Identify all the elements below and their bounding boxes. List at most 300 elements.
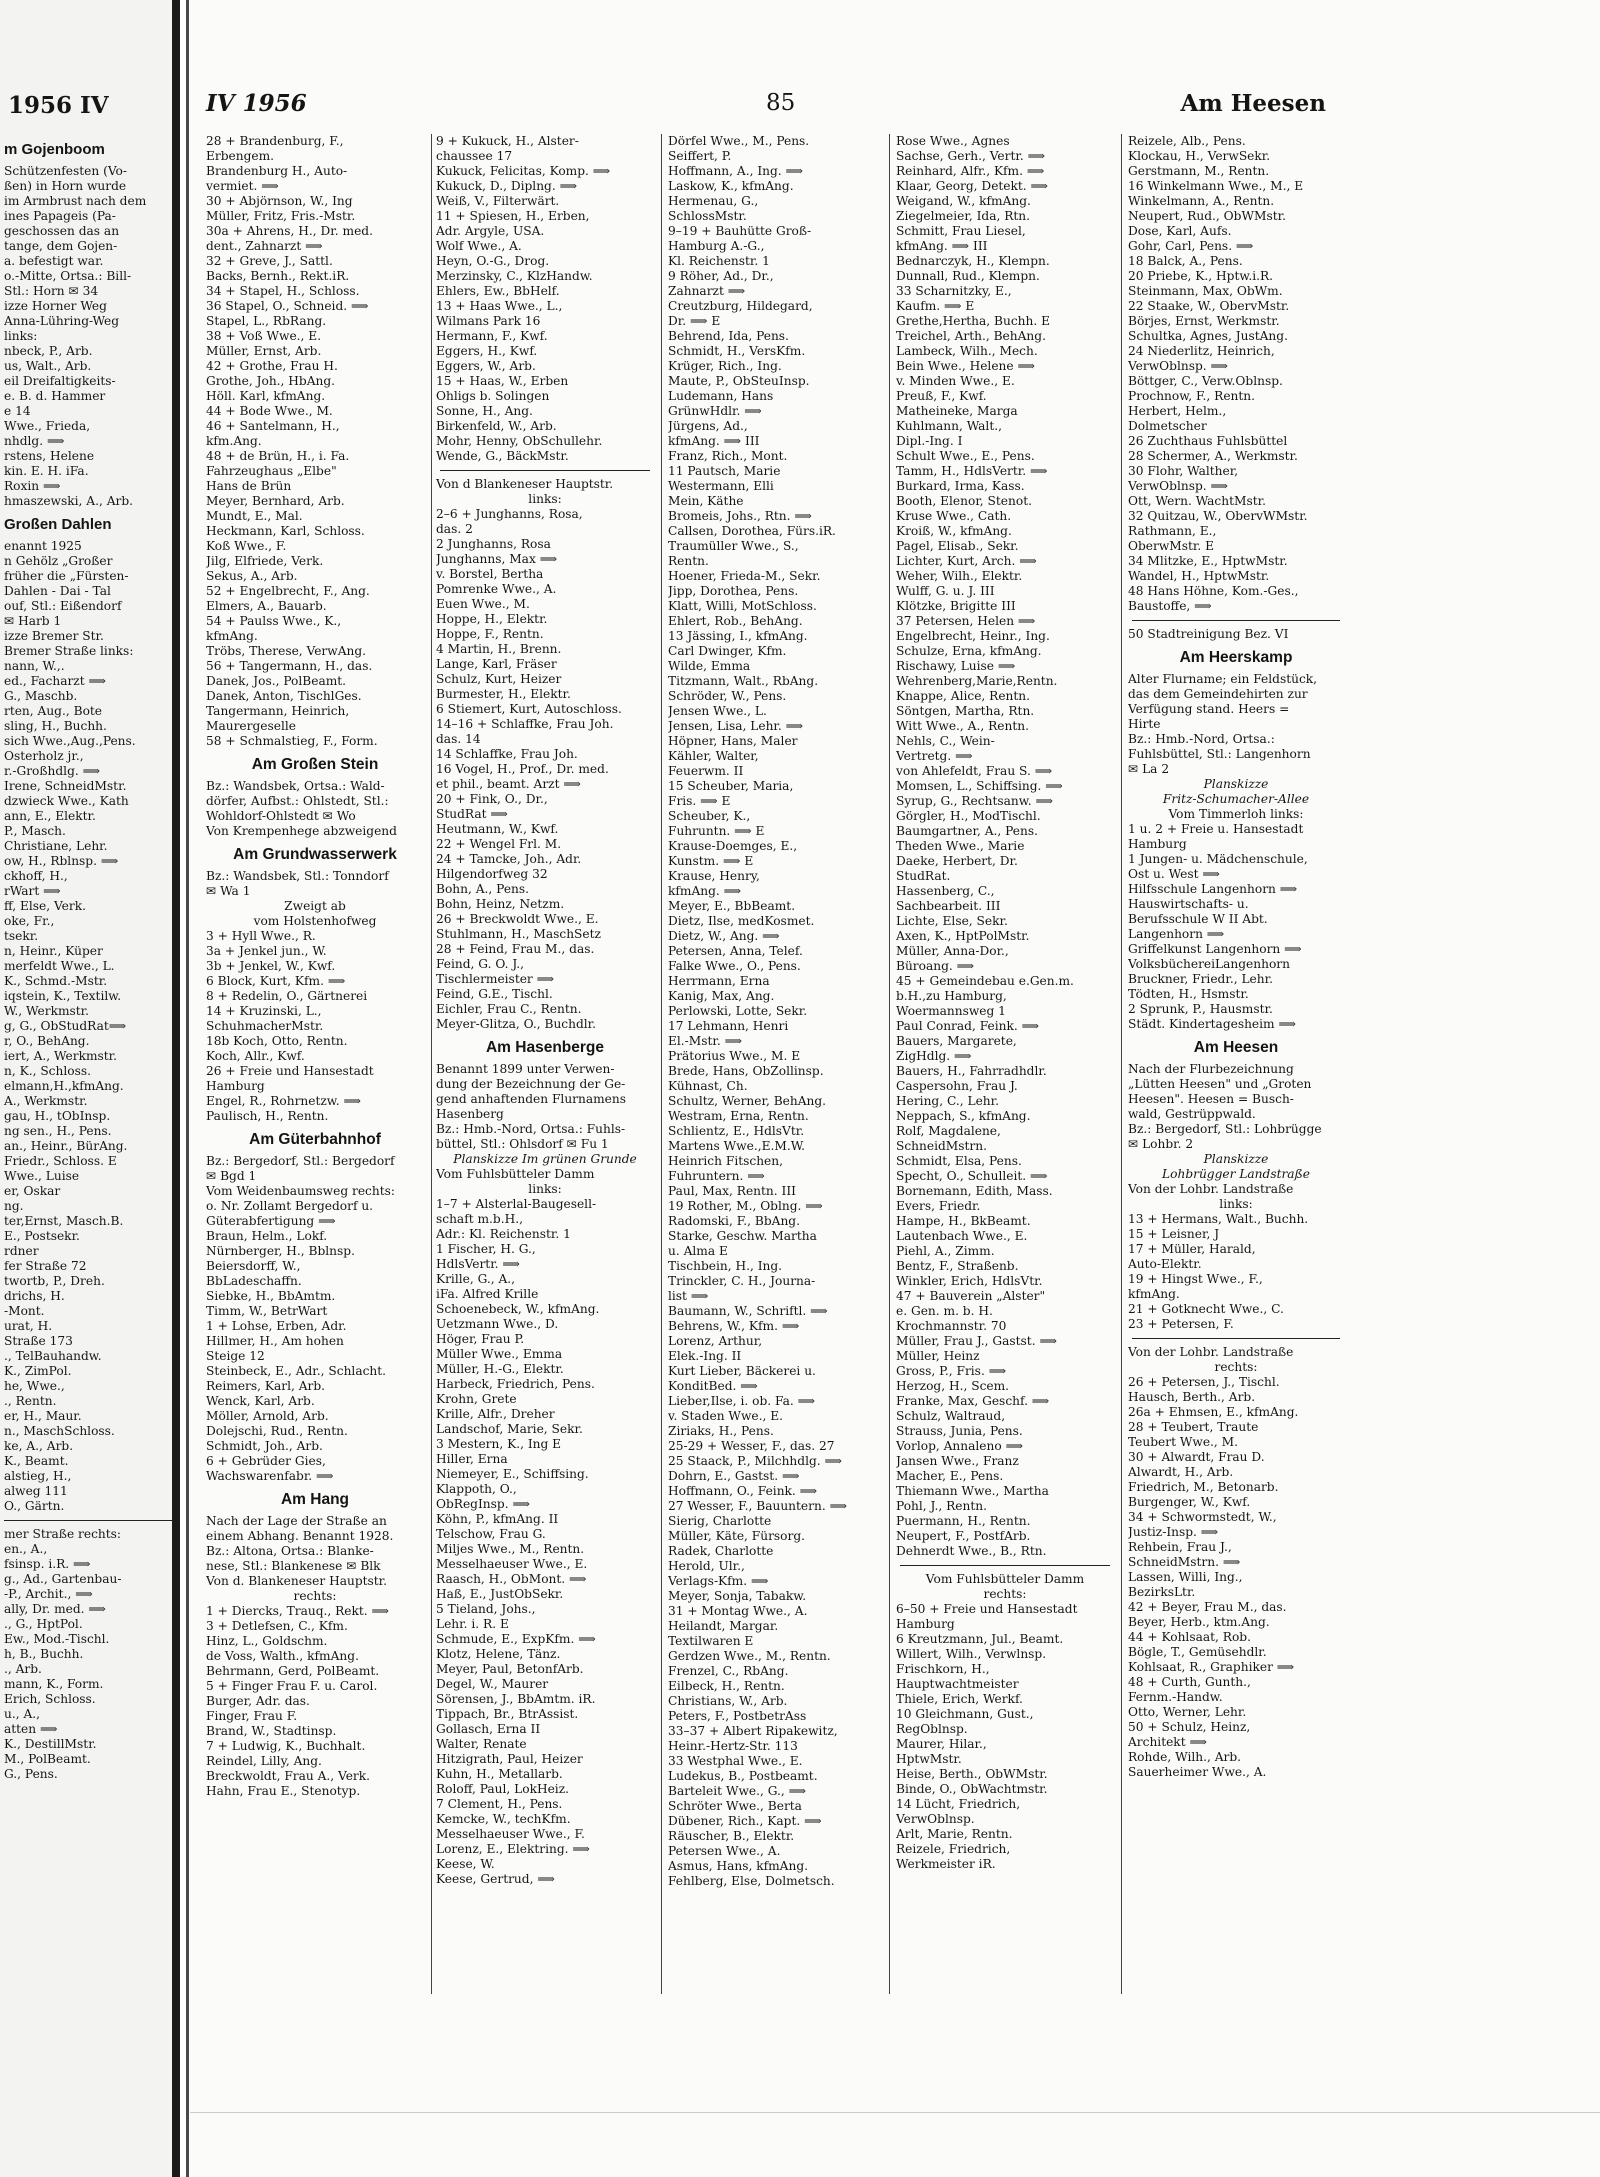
directory-entry: Vom Fuhlsbütteler Damm bbox=[436, 1167, 595, 1181]
directory-entry: Justiz-Insp. ⟹ bbox=[1128, 1525, 1219, 1539]
directory-entry: P., Masch. bbox=[4, 824, 66, 838]
directory-entry: Trinckler, C. H., Journa- bbox=[668, 1274, 816, 1288]
directory-entry: ✉ La 2 bbox=[1128, 762, 1170, 776]
directory-entry: ally, Dr. med. ⟹ bbox=[4, 1602, 106, 1616]
directory-entry: Witt Wwe., A., Rentn. bbox=[896, 719, 1029, 733]
directory-entry: 1 u. 2 + Freie u. Hansestadt bbox=[1128, 822, 1304, 836]
directory-column-5 bbox=[1128, 134, 1344, 1994]
street-heading: Am Heesen bbox=[1193, 1039, 1279, 1056]
directory-entry: W., Werkmstr. bbox=[4, 1004, 90, 1018]
directory-entry: HdlsVertr. ⟹ bbox=[436, 1257, 520, 1271]
directory-entry: Dolmetscher bbox=[1128, 419, 1207, 433]
directory-entry: 14–16 + Schlaffke, Frau Joh. bbox=[436, 717, 614, 731]
directory-entry: Heutmann, W., Kwf. bbox=[436, 822, 559, 836]
directory-entry: Schmude, E., ExpKfm. ⟹ bbox=[436, 1632, 596, 1646]
directory-entry: Westermann, Elli bbox=[668, 479, 774, 493]
directory-entry: Dohrn, E., Gastst. ⟹ bbox=[668, 1469, 800, 1483]
directory-entry: Heilandt, Margar. bbox=[668, 1619, 779, 1633]
directory-entry: ff, Else, Verk. bbox=[4, 899, 86, 913]
directory-entry: G., Pens. bbox=[4, 1767, 58, 1781]
directory-entry: M., PolBeamt. bbox=[4, 1752, 91, 1766]
directory-entry: Rose Wwe., Agnes bbox=[896, 134, 1010, 148]
directory-entry: 5 Tieland, Johs., bbox=[436, 1602, 536, 1616]
directory-entry: Werkmeister iR. bbox=[896, 1857, 996, 1871]
directory-entry: Siebke, H., BbAmtm. bbox=[206, 1289, 336, 1303]
directory-entry: an., Heinr., BürAng. bbox=[4, 1139, 128, 1153]
directory-entry: 6 + Gebrüder Gies, bbox=[206, 1454, 326, 1468]
directory-entry: Hahn, Frau E., Stenotyp. bbox=[206, 1784, 361, 1798]
directory-entry: ke, A., Arb. bbox=[4, 1439, 74, 1453]
directory-entry: Rehbein, Frau J., bbox=[1128, 1540, 1232, 1554]
directory-entry: n Gehölz „Großer bbox=[4, 554, 113, 568]
directory-entry: Landschof, Marie, Sekr. bbox=[436, 1422, 583, 1436]
directory-entry: 47 + Bauverein „Alster" bbox=[896, 1289, 1046, 1303]
directory-entry: -P., Archit., ⟹ bbox=[4, 1587, 93, 1601]
directory-entry: 30 Flohr, Walther, bbox=[1128, 464, 1239, 478]
directory-entry: o.-Mitte, Ortsa.: Bill- bbox=[4, 269, 132, 283]
directory-entry: Gohr, Carl, Pens. ⟹ bbox=[1128, 239, 1254, 253]
directory-entry: Engel, R., Rohrnetzw. ⟹ bbox=[206, 1094, 361, 1108]
street-heading: Großen Dahlen bbox=[4, 516, 112, 533]
directory-entry: Osterholz jr., bbox=[4, 749, 84, 763]
directory-entry: Franz, Rich., Mont. bbox=[668, 449, 788, 463]
direction-note: vom Holstenhofweg bbox=[253, 914, 377, 928]
directory-entry: Neupert, F., PostfArb. bbox=[896, 1529, 1031, 1543]
plan-note: Planskizze bbox=[1203, 777, 1269, 791]
directory-entry: 13 + Hermans, Walt., Buchh. bbox=[1128, 1212, 1309, 1226]
directory-entry: Woermannsweg 1 bbox=[896, 1004, 1006, 1018]
directory-entry: 22 + Wengel Frl. M. bbox=[436, 837, 562, 851]
directory-entry: 26 + Breckwoldt Wwe., E. bbox=[436, 912, 599, 926]
directory-entry: 4 Martin, H., Brenn. bbox=[436, 642, 562, 656]
directory-entry: Baumann, W., Schriftl. ⟹ bbox=[668, 1304, 828, 1318]
directory-entry: Bohn, A., Pens. bbox=[436, 882, 530, 896]
directory-entry: Fernm.-Handw. bbox=[1128, 1690, 1223, 1704]
directory-entry: Heesen". Heesen = Busch- bbox=[1128, 1092, 1294, 1106]
directory-entry: Schmitt, Frau Liesel, bbox=[896, 224, 1026, 238]
directory-entry: ., Arb. bbox=[4, 1662, 42, 1676]
directory-entry: hmaszewski, A., Arb. bbox=[4, 494, 134, 508]
directory-entry: elmann,H.,kfmAng. bbox=[4, 1079, 124, 1093]
directory-entry: Dr. ⟹ E bbox=[668, 314, 721, 328]
directory-entry: nann, W.,. bbox=[4, 659, 65, 673]
directory-entry: fsinsp. i.R. ⟹ bbox=[4, 1557, 91, 1571]
direction-note: rechts: bbox=[293, 1589, 337, 1603]
directory-entry: 22 Staake, W., ObervMstr. bbox=[1128, 299, 1290, 313]
directory-entry: Bromeis, Johs., Rtn. ⟹ bbox=[668, 509, 812, 523]
directory-entry: Dipl.-Ing. I bbox=[896, 434, 963, 448]
directory-entry: Baustoffe, ⟹ bbox=[1128, 599, 1212, 613]
directory-entry: ßen) in Horn wurde bbox=[4, 179, 127, 193]
directory-entry: Arlt, Marie, Rentn. bbox=[896, 1827, 1013, 1841]
directory-entry: Schmidt, Elsa, Pens. bbox=[896, 1154, 1022, 1168]
directory-entry: rdner bbox=[4, 1244, 39, 1258]
direction-note: rechts: bbox=[1214, 1360, 1258, 1374]
directory-entry: Peters, F., PostbetrAss bbox=[668, 1709, 807, 1723]
directory-entry: Christiane, Lehr. bbox=[4, 839, 108, 853]
directory-entry: Westram, Erna, Rentn. bbox=[668, 1109, 809, 1123]
street-heading: Am Großen Stein bbox=[251, 756, 379, 773]
directory-entry: geschossen das an bbox=[4, 224, 120, 238]
directory-entry: Birkenfeld, W., Arb. bbox=[436, 419, 557, 433]
directory-entry: 26a + Ehmsen, E., kfmAng. bbox=[1128, 1405, 1299, 1419]
directory-entry: Traumüller Wwe., S., bbox=[668, 539, 799, 553]
directory-entry: ✉ Bgd 1 bbox=[206, 1169, 257, 1183]
directory-entry: ow, H., Rblnsp. ⟹ bbox=[4, 854, 119, 868]
directory-entry: Junghanns, Max ⟹ bbox=[436, 552, 558, 566]
directory-entry: Ziriaks, H., Pens. bbox=[668, 1424, 774, 1438]
direction-note: Zweigt ab bbox=[284, 899, 346, 913]
directory-entry: dent., Zahnarzt ⟹ bbox=[206, 239, 323, 253]
directory-entry: Dietz, Ilse, medKosmet. bbox=[668, 914, 815, 928]
directory-entry: Piehl, A., Zimm. bbox=[896, 1244, 995, 1258]
directory-entry: Ehlers, Ew., BbHelf. bbox=[436, 284, 560, 298]
directory-entry: Ehlert, Rob., BehAng. bbox=[668, 614, 803, 628]
directory-entry: SchlossMstr. bbox=[668, 209, 747, 223]
directory-entry: 7 Clement, H., Pens. bbox=[436, 1797, 563, 1811]
directory-entry: ter,Ernst, Masch.B. bbox=[4, 1214, 124, 1228]
directory-entry: 32 + Greve, J., Sattl. bbox=[206, 254, 333, 268]
directory-entry: Sekus, A., Arb. bbox=[206, 569, 298, 583]
directory-entry: rten, Aug., Bote bbox=[4, 704, 103, 718]
directory-entry: Eilbeck, H., Rentn. bbox=[668, 1679, 785, 1693]
directory-entry: Von Krempenhege abzweigend bbox=[206, 824, 397, 838]
directory-entry: Winkelmann, A., Rentn. bbox=[1128, 194, 1275, 208]
directory-entry: Frischkorn, H., bbox=[896, 1662, 990, 1676]
directory-entry: SchuhmacherMstr. bbox=[206, 1019, 324, 1033]
directory-entry: Falke Wwe., O., Pens. bbox=[668, 959, 801, 973]
directory-entry: Lassen, Willi, Ing., bbox=[1128, 1570, 1243, 1584]
directory-entry: Herbert, Helm., bbox=[1128, 404, 1227, 418]
directory-entry: Kuhn, H., Metallarb. bbox=[436, 1767, 563, 1781]
directory-entry: Thiele, Erich, Werkf. bbox=[896, 1692, 1023, 1706]
directory-entry: Hoffmann, A., Ing. ⟹ bbox=[668, 164, 804, 178]
directory-entry: Rohde, Wilh., Arb. bbox=[1128, 1750, 1242, 1764]
directory-entry: SchneidMstrn. ⟹ bbox=[1128, 1555, 1241, 1569]
directory-entry: Winkler, Erich, HdlsVtr. bbox=[896, 1274, 1043, 1288]
directory-entry: Vertretg. ⟹ bbox=[896, 749, 973, 763]
directory-entry: Wende, G., BäckMstr. bbox=[436, 449, 569, 463]
directory-entry: Carl Dwinger, Kfm. bbox=[668, 644, 787, 658]
directory-entry: Mein, Käthe bbox=[668, 494, 744, 508]
directory-entry: 1–7 + Alsterlal-Baugesell- bbox=[436, 1197, 597, 1211]
directory-entry: Hoener, Frieda-M., Sekr. bbox=[668, 569, 821, 583]
directory-entry: sich Wwe.,Aug.,Pens. bbox=[4, 734, 136, 748]
directory-entry: das dem Gemeindehirten zur bbox=[1128, 687, 1308, 701]
directory-entry: nese, Stl.: Blankenese ✉ Blk bbox=[206, 1559, 381, 1573]
directory-entry: Momsen, L., Schiffsing. ⟹ bbox=[896, 779, 1063, 793]
directory-entry: 18 Balck, A., Pens. bbox=[1128, 254, 1243, 268]
directory-entry: u., A., bbox=[4, 1707, 41, 1721]
directory-entry: Niemeyer, E., Schiffsing. bbox=[436, 1467, 589, 1481]
directory-entry: 33 Scharnitzky, E., bbox=[896, 284, 1012, 298]
directory-entry: Steinbeck, E., Adr., Schlacht. bbox=[206, 1364, 387, 1378]
directory-entry: Müller Wwe., Emma bbox=[436, 1347, 563, 1361]
directory-entry: Börjes, Ernst, Werkmstr. bbox=[1128, 314, 1280, 328]
directory-entry: Titzmann, Walt., RbAng. bbox=[668, 674, 819, 688]
directory-entry: Hilfsschule Langenhorn ⟹ bbox=[1128, 882, 1298, 896]
directory-entry: eil Dreifaltigkeits- bbox=[4, 374, 116, 388]
directory-entry: Kohlsaat, R., Graphiker ⟹ bbox=[1128, 1660, 1295, 1674]
directory-entry: Dolejschi, Rud., Rentn. bbox=[206, 1424, 348, 1438]
street-heading: Am Hang bbox=[280, 1491, 350, 1508]
directory-entry: Radek, Charlotte bbox=[668, 1544, 774, 1558]
directory-entry: 50 Stadtreinigung Bez. VI bbox=[1128, 627, 1289, 641]
previous-page-strip bbox=[0, 0, 178, 2177]
directory-entry: 16 Winkelmann Wwe., M., E bbox=[1128, 179, 1304, 193]
directory-entry: VolksbüchereiLangenhorn bbox=[1128, 957, 1290, 971]
directory-entry: Bz.: Hmb.-Nord, Ortsa.: bbox=[1128, 732, 1275, 746]
directory-entry: tsekr. bbox=[4, 929, 39, 943]
directory-entry: büttel, Stl.: Ohlsdorf ✉ Fu 1 bbox=[436, 1137, 609, 1151]
directory-entry: links: bbox=[4, 329, 38, 343]
directory-entry: 45 + Gemeindebau e.Gen.m. bbox=[896, 974, 1074, 988]
directory-entry: HptwMstr. bbox=[896, 1752, 962, 1766]
directory-entry: Booth, Elenor, Stenot. bbox=[896, 494, 1032, 508]
directory-entry: Hasenberg bbox=[436, 1107, 504, 1121]
directory-entry: Köhn, P., kfmAng. II bbox=[436, 1512, 559, 1526]
directory-entry: Vom Weidenbaumsweg rechts: bbox=[206, 1184, 395, 1198]
section-divider bbox=[1132, 1338, 1340, 1339]
directory-entry: Berufsschule W II Abt. bbox=[1128, 912, 1268, 926]
directory-entry: 9–19 + Bauhütte Groß- bbox=[668, 224, 812, 238]
page-bottom-edge bbox=[190, 2112, 1600, 2113]
directory-entry: Hans de Brün bbox=[206, 479, 292, 493]
directory-entry: Teubert Wwe., M. bbox=[1128, 1435, 1239, 1449]
directory-entry: v. Minden Wwe., E. bbox=[896, 374, 1015, 388]
directory-entry: Hirte bbox=[1128, 717, 1161, 731]
directory-entry: n., MaschSchloss. bbox=[4, 1424, 115, 1438]
directory-entry: Alwardt, H., Arb. bbox=[1128, 1465, 1234, 1479]
directory-entry: 50 + Schulz, Heinz, bbox=[1128, 1720, 1251, 1734]
directory-entry: 11 Pautsch, Marie bbox=[668, 464, 781, 478]
directory-entry: K., DestillMstr. bbox=[4, 1737, 97, 1751]
directory-entry: 3b + Jenkel, W., Kwf. bbox=[206, 959, 336, 973]
directory-entry: Preuß, F., Kwf. bbox=[896, 389, 987, 403]
directory-entry: Architekt ⟹ bbox=[1128, 1735, 1207, 1749]
directory-entry: Kunstm. ⟹ E bbox=[668, 854, 754, 868]
section-divider bbox=[1132, 620, 1340, 621]
directory-entry: Reizele, Friedrich, bbox=[896, 1842, 1011, 1856]
directory-entry: Bohn, Heinz, Netzm. bbox=[436, 897, 565, 911]
directory-entry: Dietz, W., Ang. ⟹ bbox=[668, 929, 780, 943]
directory-entry: Meyer-Glitza, O., Buchdlr. bbox=[436, 1017, 597, 1031]
street-heading: m Gojenboom bbox=[4, 141, 105, 158]
directory-entry: Nürnberger, H., Bblnsp. bbox=[206, 1244, 355, 1258]
directory-entry: 15 + Leisner, J bbox=[1128, 1227, 1220, 1241]
directory-entry: Kukuck, D., Diplng. ⟹ bbox=[436, 179, 578, 193]
directory-entry: Hering, C., Lehr. bbox=[896, 1094, 999, 1108]
directory-entry: GrünwHdlr. ⟹ bbox=[668, 404, 762, 418]
directory-entry: Fehlberg, Else, Dolmetsch. bbox=[668, 1874, 835, 1888]
directory-entry: Benannt 1899 unter Verwen- bbox=[436, 1062, 615, 1076]
directory-entry: Hamburg bbox=[206, 1079, 265, 1093]
plan-note: Lohbrügger Landstraße bbox=[1162, 1167, 1310, 1181]
directory-column-1 bbox=[206, 134, 424, 1994]
directory-entry: Tippach, Br., BtrAssist. bbox=[436, 1707, 579, 1721]
directory-entry: K., ZimPol. bbox=[4, 1364, 72, 1378]
directory-entry: 19 + Hingst Wwe., F., bbox=[1128, 1272, 1263, 1286]
directory-entry: 30 + Alwardt, Frau D. bbox=[1128, 1450, 1265, 1464]
directory-entry: Müller, H.-G., Elektr. bbox=[436, 1362, 564, 1376]
directory-entry: kfmAng. bbox=[1128, 1287, 1180, 1301]
directory-entry: Bz.: Altona, Ortsa.: Blanke- bbox=[206, 1544, 374, 1558]
directory-entry: Martens Wwe.,E.M.W. bbox=[668, 1139, 805, 1153]
directory-entry: Görgler, H., ModTischl. bbox=[896, 809, 1041, 823]
directory-entry: alweg 111 bbox=[4, 1484, 68, 1498]
street-heading: Am Hasenberge bbox=[485, 1039, 604, 1056]
directory-entry: Meyer, Paul, BetonfArb. bbox=[436, 1662, 584, 1676]
directory-entry: Christians, W., Arb. bbox=[668, 1694, 788, 1708]
directory-entry: Bz.: Bergedorf, Stl.: Lohbrügge bbox=[1128, 1122, 1322, 1136]
directory-entry: 26 + Petersen, J., Tischl. bbox=[1128, 1375, 1280, 1389]
directory-entry: Timm, W., BetrWart bbox=[206, 1304, 328, 1318]
directory-entry: Hinz, L., Goldschm. bbox=[206, 1634, 328, 1648]
directory-entry: Roloff, Paul, LokHeiz. bbox=[436, 1782, 569, 1796]
directory-entry: Sonne, H., Ang. bbox=[436, 404, 533, 418]
directory-entry: StudRat. bbox=[896, 869, 951, 883]
directory-entry: Heise, Berth., ObWMstr. bbox=[896, 1767, 1048, 1781]
directory-entry: 28 + Feind, Frau M., das. bbox=[436, 942, 595, 956]
directory-entry: gend anhaftenden Flurnamens bbox=[436, 1092, 626, 1106]
directory-entry: Jansen Wwe., Franz bbox=[896, 1454, 1019, 1468]
directory-entry: 56 + Tangermann, H., das. bbox=[206, 659, 373, 673]
directory-entry: 14 Lücht, Friedrich, bbox=[896, 1797, 1021, 1811]
directory-entry: 42 + Beyer, Frau M., das. bbox=[1128, 1600, 1287, 1614]
directory-entry: BbLadeschaffn. bbox=[206, 1274, 302, 1288]
plan-note: Planskizze Im grünen Grunde bbox=[453, 1152, 637, 1166]
directory-entry: dzwieck Wwe., Kath bbox=[4, 794, 129, 808]
directory-entry: Jensen Wwe., L. bbox=[668, 704, 767, 718]
direction-note: Vom Fuhlsbütteler Damm bbox=[925, 1572, 1085, 1586]
directory-entry: Evers, Friedr. bbox=[896, 1199, 981, 1213]
directory-entry: Messelhaeuser Wwe., E. bbox=[436, 1557, 588, 1571]
directory-entry: Schröder, W., Pens. bbox=[668, 689, 787, 703]
directory-entry: 23 + Petersen, F. bbox=[1128, 1317, 1234, 1331]
directory-entry: Daeke, Herbert, Dr. bbox=[896, 854, 1018, 868]
directory-entry: Miljes Wwe., M., Rentn. bbox=[436, 1542, 585, 1556]
directory-entry: Schützenfesten (Vo- bbox=[4, 164, 127, 178]
directory-entry: A., Werkmstr. bbox=[4, 1094, 88, 1108]
directory-entry: b.H.,zu Hamburg, bbox=[896, 989, 1007, 1003]
directory-entry: Behrmann, Gerd, PolBeamt. bbox=[206, 1664, 380, 1678]
directory-entry: K., Schmd.-Mstr. bbox=[4, 974, 108, 988]
directory-entry: Bz.: Wandsbek, Stl.: Tonndorf bbox=[206, 869, 389, 883]
directory-column-3 bbox=[668, 134, 882, 1994]
directory-entry: E., Postsekr. bbox=[4, 1229, 80, 1243]
directory-entry: Theden Wwe., Marie bbox=[896, 839, 1025, 853]
directory-entry: Straße 173 bbox=[4, 1334, 73, 1348]
directory-entry: Merzinsky, C., KlzHandw. bbox=[436, 269, 593, 283]
directory-entry: Feuerwm. II bbox=[668, 764, 744, 778]
directory-entry: Heinrich Fitschen, bbox=[668, 1154, 783, 1168]
directory-entry: Wohldorf-Ohlstedt ✉ Wo bbox=[206, 809, 356, 823]
directory-entry: Specht, O., Schulleit. ⟹ bbox=[896, 1169, 1048, 1183]
directory-entry: Koch, Allr., Kwf. bbox=[206, 1049, 305, 1063]
directory-entry: Burger, Adr. das. bbox=[206, 1694, 310, 1708]
directory-entry: Städt. Kindertagesheim ⟹ bbox=[1128, 1017, 1296, 1031]
directory-entry: Schmidt, Joh., Arb. bbox=[206, 1439, 323, 1453]
directory-entry: Maurer, Hilar., bbox=[896, 1737, 987, 1751]
directory-entry: Keese, Gertrud, ⟹ bbox=[436, 1872, 555, 1886]
page-gutter-line bbox=[186, 0, 189, 2177]
directory-entry: 11 + Spiesen, H., Erben, bbox=[436, 209, 590, 223]
directory-entry: Gollasch, Erna II bbox=[436, 1722, 541, 1736]
directory-entry: Ludekus, B., Postbeamt. bbox=[668, 1769, 818, 1783]
directory-entry: Lange, Karl, Fräser bbox=[436, 657, 557, 671]
directory-entry: Heyn, O.-G., Drog. bbox=[436, 254, 550, 268]
directory-entry: Feind, G.E., Tischl. bbox=[436, 987, 553, 1001]
directory-entry: Hoppe, H., Elektr. bbox=[436, 612, 548, 626]
directory-entry: chaussee 17 bbox=[436, 149, 513, 163]
directory-entry: im Armbrust nach dem bbox=[4, 194, 147, 208]
directory-entry: Feind, G. O. J., bbox=[436, 957, 525, 971]
section-divider bbox=[440, 470, 650, 471]
directory-entry: Irene, SchneidMstr. bbox=[4, 779, 127, 793]
directory-entry: kfmAng. ⟹ III bbox=[668, 434, 760, 448]
directory-entry: 36 Stapel, O., Schneid. ⟹ bbox=[206, 299, 369, 313]
directory-entry: Eggers, H., Kwf. bbox=[436, 344, 538, 358]
directory-entry: 17 + Müller, Harald, bbox=[1128, 1242, 1256, 1256]
directory-entry: früher die „Fürsten- bbox=[4, 569, 129, 583]
directory-entry: Weiß, V., Filterwärt. bbox=[436, 194, 560, 208]
directory-entry: Reinhard, Alfr., Kfm. ⟹ bbox=[896, 164, 1045, 178]
directory-entry: Paulisch, H., Rentn. bbox=[206, 1109, 329, 1123]
directory-entry: Macher, E., Pens. bbox=[896, 1469, 1004, 1483]
directory-entry: Wandel, H., HptwMstr. bbox=[1128, 569, 1270, 583]
directory-entry: Bentz, F., Straßenb. bbox=[896, 1259, 1019, 1273]
directory-entry: 2 Junghanns, Rosa bbox=[436, 537, 551, 551]
directory-entry: Fuhlsbüttel, Stl.: Langenhorn bbox=[1128, 747, 1311, 761]
directory-entry: Treichel, Arth., BehAng. bbox=[896, 329, 1046, 343]
directory-entry: mann, K., Form. bbox=[4, 1677, 104, 1691]
directory-entry: ann, E., Elektr. bbox=[4, 809, 96, 823]
directory-entry: Hassenberg, C., bbox=[896, 884, 995, 898]
directory-entry: Hamburg bbox=[896, 1617, 955, 1631]
directory-entry: Langenhorn ⟹ bbox=[1128, 927, 1225, 941]
directory-entry: kfmAng. bbox=[206, 629, 258, 643]
directory-entry: Reimers, Karl, Arb. bbox=[206, 1379, 326, 1393]
directory-entry: Lieber,Ilse, i. ob. Fa. ⟹ bbox=[668, 1394, 816, 1408]
directory-entry: Müller, Ernst, Arb. bbox=[206, 344, 322, 358]
directory-entry: Knappe, Alice, Rentn. bbox=[896, 689, 1031, 703]
directory-entry: Prochnow, F., Rentn. bbox=[1128, 389, 1255, 403]
directory-entry: 2–6 + Junghanns, Rosa, bbox=[436, 507, 583, 521]
directory-entry: Nach der Flurbezeichnung bbox=[1128, 1062, 1294, 1076]
directory-entry: Mohr, Henny, ObSchullehr. bbox=[436, 434, 603, 448]
directory-entry: 18b Koch, Otto, Rentn. bbox=[206, 1034, 348, 1048]
directory-entry: 3a + Jenkel jun., W. bbox=[206, 944, 327, 958]
directory-entry: Jilg, Elfriede, Verk. bbox=[206, 554, 324, 568]
directory-entry: Wilde, Emma bbox=[668, 659, 751, 673]
directory-entry: ed., Facharzt ⟹ bbox=[4, 674, 106, 688]
directory-entry: Herold, Ulr., bbox=[668, 1559, 745, 1573]
directory-entry: Dunnall, Rud., Klempn. bbox=[896, 269, 1040, 283]
directory-entry: 3 Mestern, K., Ing E bbox=[436, 1437, 562, 1451]
page-gutter-shadow bbox=[172, 0, 180, 2177]
directory-entry: merfeldt Wwe., L. bbox=[4, 959, 115, 973]
directory-entry: 31 + Montag Wwe., A. bbox=[668, 1604, 808, 1618]
directory-entry: Maute, P., ObSteuInsp. bbox=[668, 374, 810, 388]
directory-entry: Verfügung stand. Heers = bbox=[1128, 702, 1290, 716]
directory-entry: Nehls, C., Wein- bbox=[896, 734, 995, 748]
directory-entry: 6–50 + Freie und Hansestadt bbox=[896, 1602, 1078, 1616]
directory-entry: Eggers, W., Arb. bbox=[436, 359, 536, 373]
directory-entry: G., Maschb. bbox=[4, 689, 78, 703]
directory-entry: Erbengem. bbox=[206, 149, 275, 163]
directory-entry: 3 + Hyll Wwe., R. bbox=[206, 929, 316, 943]
directory-entry: Haß, E., JustObSekr. bbox=[436, 1587, 564, 1601]
